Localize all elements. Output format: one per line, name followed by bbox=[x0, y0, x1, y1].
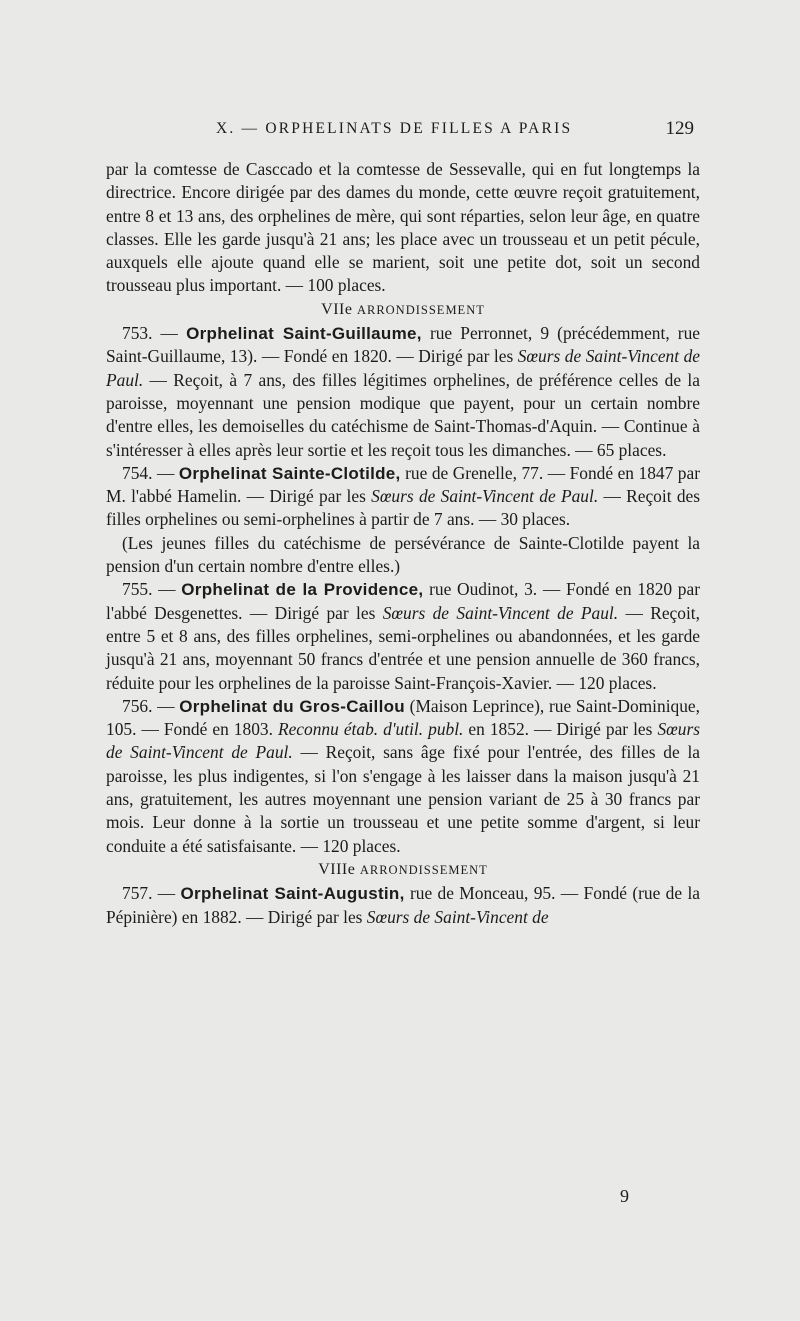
entry-italic: Sœurs de Saint-Vincent de Paul. bbox=[382, 602, 619, 623]
signature-mark: 9 bbox=[620, 1186, 629, 1206]
entry-text: rue Perronnet, 9 (précédemment, rue Saint-Guillaume, 13). — Fondé en 1820. — Dirigé par les bbox=[106, 323, 700, 367]
entry-italic: Sœurs de Saint-Vincent de Paul. bbox=[371, 486, 599, 507]
section-heading-7 bbox=[106, 298, 700, 322]
section-numeral: VIIIe bbox=[318, 860, 356, 878]
entry-number: 756. — bbox=[122, 695, 175, 716]
header-title: X. — ORPHELINATS DE FILLES A PARIS bbox=[216, 120, 573, 137]
intro-paragraph: par la comtesse de Casccado et la comtesse de Sessevalle, qui en fut longtemps la directrice. Encore dirigée par des dames du monde, cette œuvre reçoit gratuitement, entre 8 et 13 ans, des orphelines de mère, qui sont réparties, selon leur âge, en quatre classes. Elle les garde jusqu'à 21 ans; les place avec un trousseau et un petit pécule, auxquels elle ajoute quand elle se marient, soit une petite dot, soit un second trousseau plus important. — 100 places. bbox=[106, 159, 700, 296]
entry-number: 757. — bbox=[122, 883, 176, 904]
running-header bbox=[106, 118, 698, 146]
entry-name: Orphelinat Sainte-Clotilde, bbox=[178, 463, 401, 483]
entry-name: Orphelinat de la Providence, bbox=[181, 580, 424, 600]
entry-text: — Reçoit, sans âge fixé pour l'entrée, des filles de la paroisse, les plus indigentes, si l'on s'engage à les laisser dans la maison jusqu'à 21 ans, gratuitement, les autres moyennant une pension variant de 25 à 30 francs par mois. Leur donne à la sortie un trousseau et une petite somme d'argent, si leur conduite a été satisfaisante. — 120 places. bbox=[106, 742, 700, 856]
entry-italic: Sœurs de Saint-Vincent de Paul. bbox=[106, 346, 700, 390]
section-label: ARRONDISSEMENT bbox=[356, 302, 485, 317]
entry-name: Orphelinat Saint-Guillaume, bbox=[186, 324, 422, 344]
section-label: ARRONDISSEMENT bbox=[359, 862, 488, 877]
section-heading-8 bbox=[106, 858, 700, 882]
entry-italic: Reconnu étab. d'util. publ. bbox=[277, 719, 464, 740]
entry-text: rue de Grenelle, 77. — Fondé en 1847 par M. l'abbé Hamelin. — Dirigé par les bbox=[106, 462, 701, 507]
page-number: 129 bbox=[665, 118, 694, 139]
entry-text: — Reçoit des filles orphelines ou semi-orphelines à partir de 7 ans. — 30 places. bbox=[106, 486, 700, 530]
entry-text: (Maison Leprince), rue Saint-Dominique, 105. — Fondé en 1803. bbox=[106, 695, 700, 740]
entry-757 bbox=[106, 882, 700, 929]
entry-italic: Sœurs de Saint-Vincent de Paul. bbox=[106, 719, 700, 763]
entry-text: en 1852. — Dirigé par les bbox=[463, 719, 658, 740]
entry-text: rue de Monceau, 95. — Fondé (rue de la Pépinière) en 1882. — Dirigé par les bbox=[106, 883, 700, 927]
entry-name: Orphelinat du Gros-Caillou bbox=[179, 696, 405, 716]
entry-number: 754. — bbox=[122, 462, 175, 483]
entry-753 bbox=[106, 322, 700, 462]
entry-italic: Sœurs de Saint-Vincent de bbox=[366, 906, 549, 927]
page-body bbox=[106, 158, 700, 929]
entry-number: 753. — bbox=[122, 323, 178, 344]
entry-755 bbox=[106, 578, 700, 694]
entry-number: 755. — bbox=[122, 579, 176, 600]
entry-754 bbox=[106, 462, 700, 532]
entry-name: Orphelinat Saint-Augustin, bbox=[180, 884, 405, 904]
entry-756 bbox=[106, 695, 700, 858]
entry-text: — Reçoit, à 7 ans, des filles légitimes orphelines, de préférence celles de la paroisse, moyennant une pension modique que payent, pour un certain nombre d'entre elles, les demoiselles du catéchisme de Saint-Thomas-d'Aquin. — Continue à s'intéresser à elles après leur sortie et les reçoit tous les dimanches. — 65 places. bbox=[106, 369, 700, 460]
entry-754-note: (Les jeunes filles du catéchisme de persévérance de Sainte-Clotilde payent la pension d'un certain nombre d'entre elles.) bbox=[106, 532, 700, 577]
entry-text: — Reçoit, entre 5 et 8 ans, des filles orphelines, semi-orphelines ou abandonnées, et les garde jusqu'à 21 ans, moyennant 50 francs d'entrée et une pension annuelle de 360 francs, réduite pour les orphelines de la paroisse Saint-François-Xavier. — 120 places. bbox=[106, 602, 700, 693]
section-numeral: VIIe bbox=[321, 300, 353, 318]
entry-text: rue Oudinot, 3. — Fondé en 1820 par l'abbé Desgenettes. — Dirigé par les bbox=[106, 579, 701, 623]
